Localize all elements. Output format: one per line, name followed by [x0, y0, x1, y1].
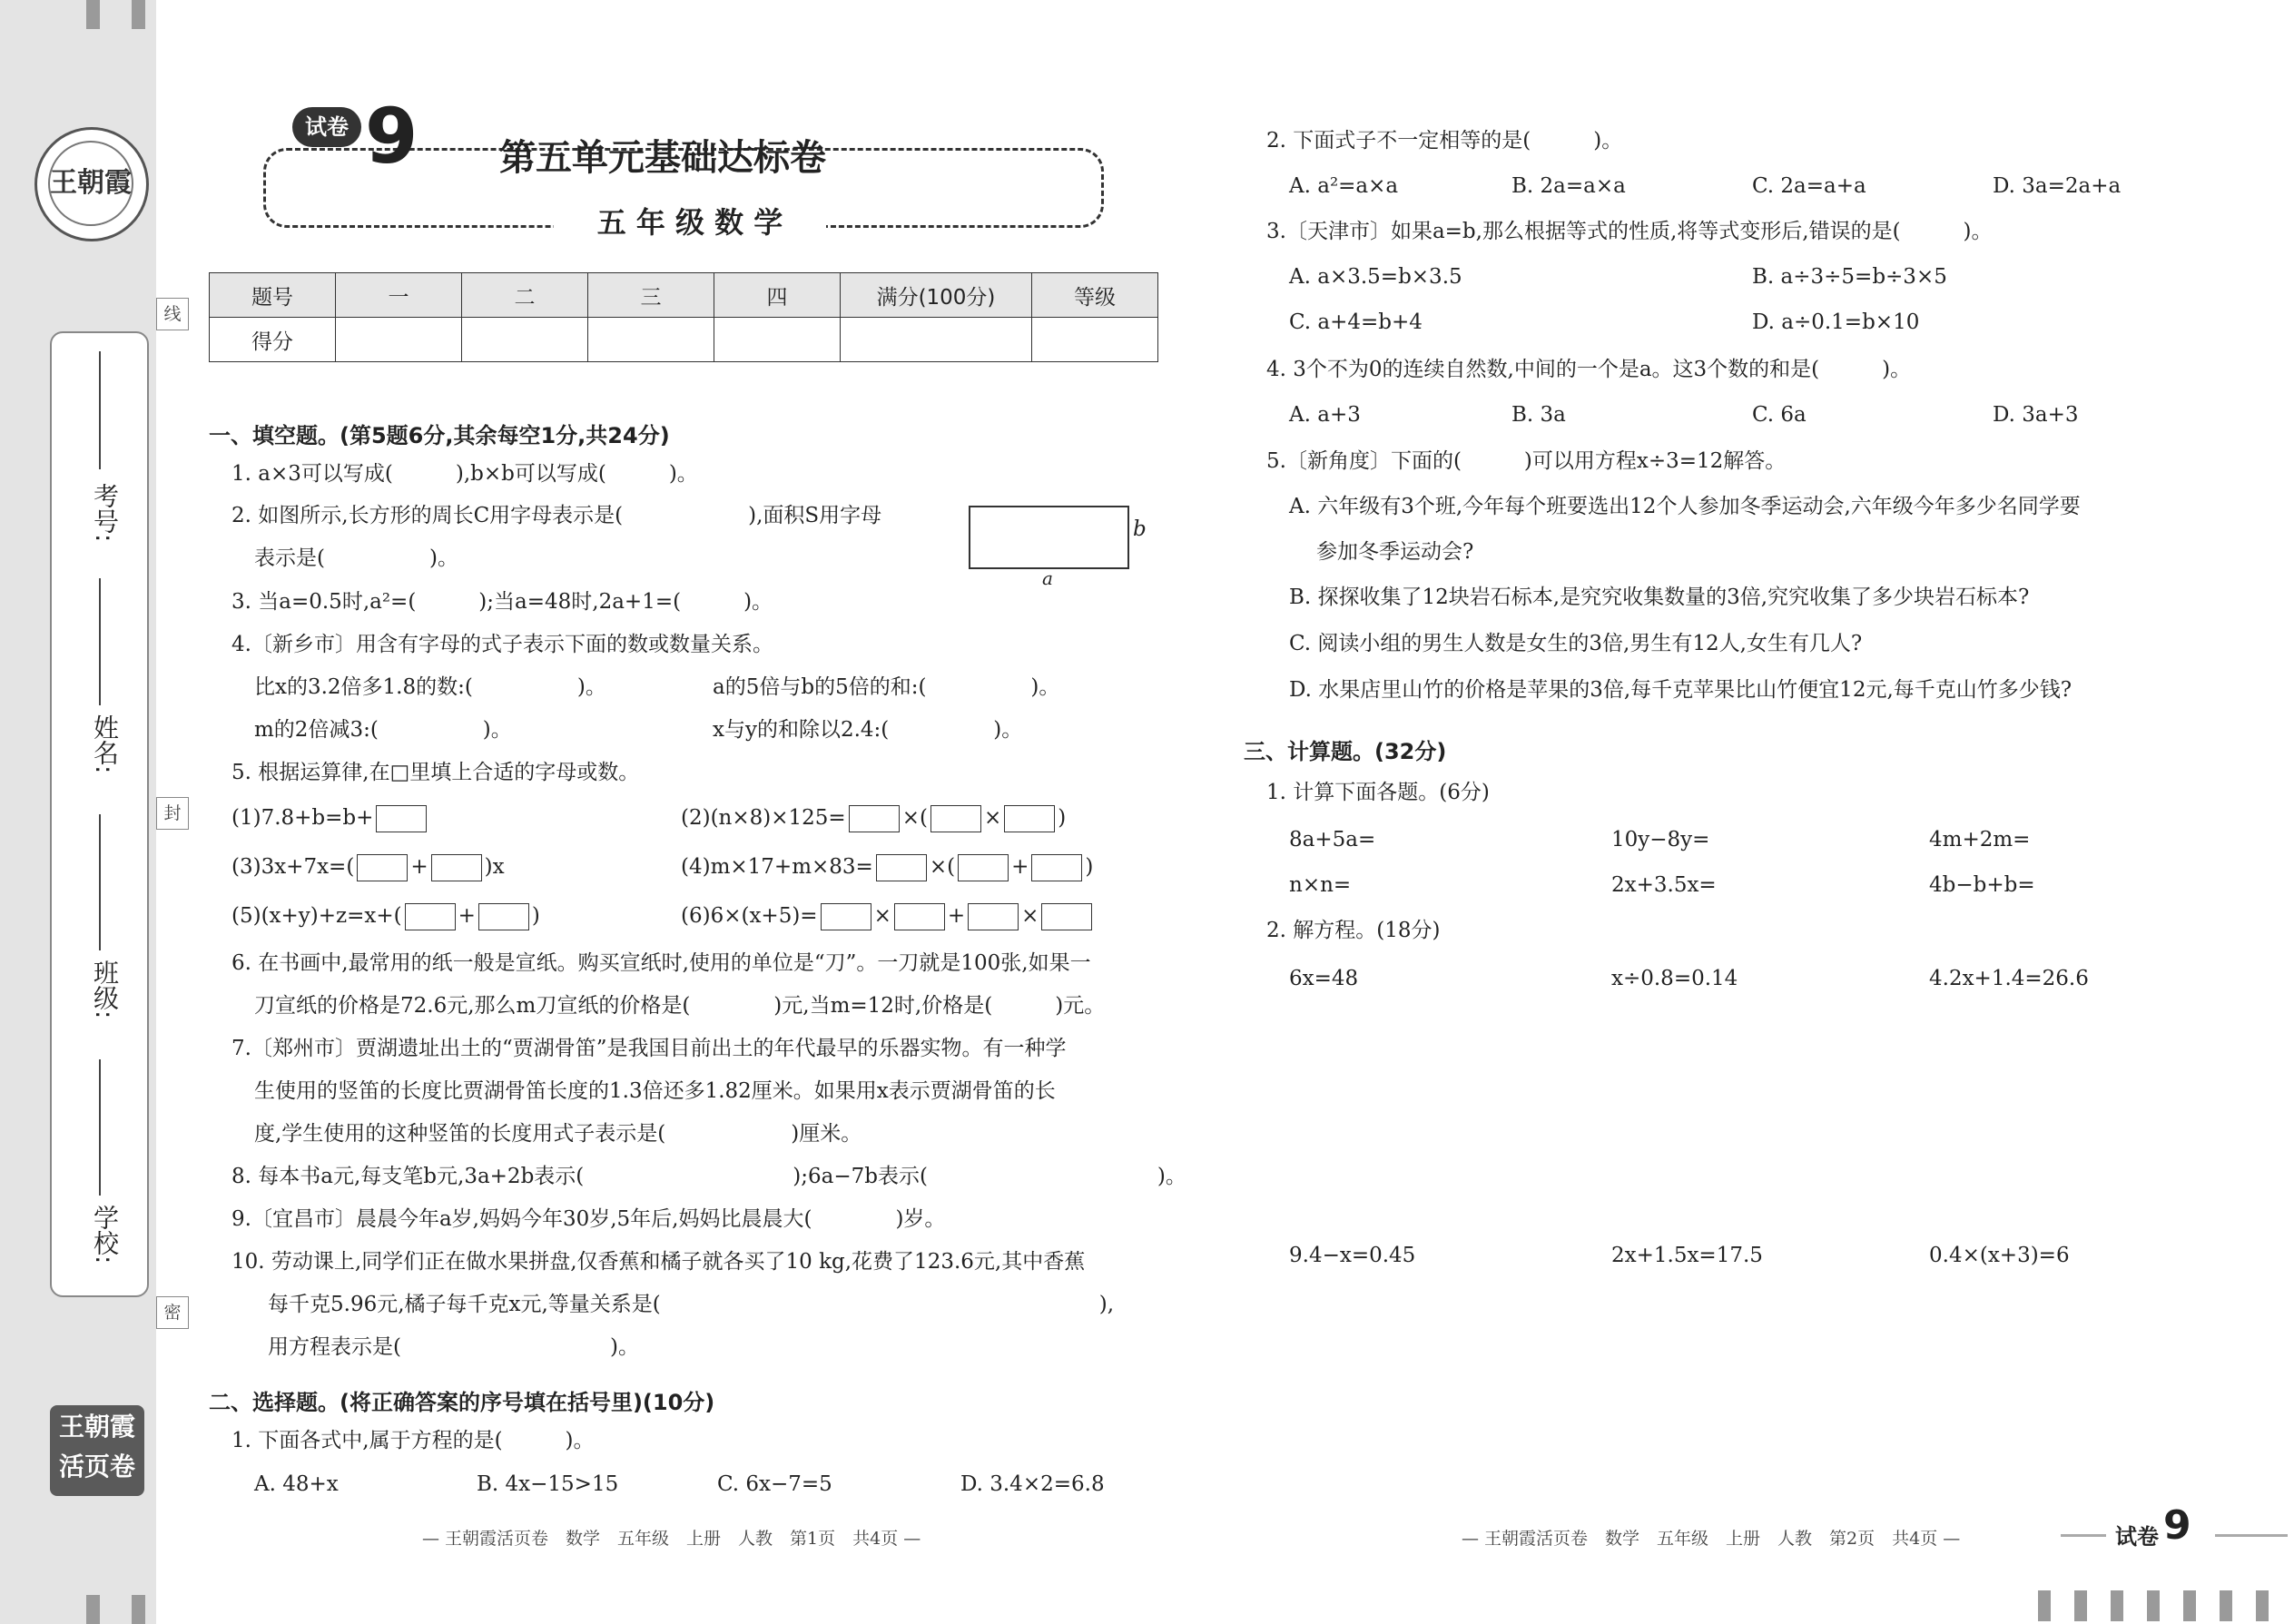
answer-box[interactable] — [876, 854, 927, 881]
score-cell[interactable] — [336, 318, 462, 362]
calc-item: n×n= — [1289, 873, 1352, 897]
option: B. 探探收集了12块岩石标本,是究究收集数量的3倍,究究收集了多少块岩石标本? — [1289, 586, 2030, 609]
option: D. 3.4×2=6.8 — [960, 1472, 1105, 1496]
section-title: 二、选择题。(将正确答案的序号填在括号里)(10分) — [209, 1390, 715, 1415]
option: A. 六年级有3个班,今年每个班要选出12个人参加冬季运动会,六年级今年多少名同学要 — [1289, 495, 2081, 518]
margin-bar — [2256, 1590, 2269, 1621]
table-header-cell: 满分(100分) — [841, 273, 1032, 318]
q5-part — [681, 804, 1066, 832]
calc-item: 8a+5a= — [1289, 828, 1376, 851]
answer-box[interactable] — [821, 903, 871, 930]
brand-stamp — [50, 1405, 144, 1496]
calc-item: 4m+2m= — [1929, 828, 2031, 851]
option: B. 3a — [1511, 403, 1566, 427]
question-line: 3. 当a=0.5时,a²=( );当a=48时,2a+1=( )。 — [231, 590, 773, 614]
q5-part — [681, 853, 1093, 881]
answer-box[interactable] — [357, 854, 408, 881]
score-cell[interactable] — [1032, 318, 1158, 362]
table-header-cell: 等级 — [1032, 273, 1158, 318]
class-line[interactable] — [99, 814, 101, 950]
table-header-cell: 一 — [336, 273, 462, 318]
question-stem: 1. 计算下面各题。(6分) — [1266, 781, 1490, 804]
question-stem: 3.〔天津市〕如果a=b,那么根据等式的性质,将等式变形后,错误的是( )。 — [1266, 220, 1993, 243]
q5-text: (1)7.8+b=b+ — [231, 806, 374, 830]
option: 参加冬季运动会? — [1316, 540, 1474, 564]
equation-item: 0.4×(x+3)=6 — [1929, 1244, 2070, 1267]
page-footer: — 王朝霞活页卷 数学 五年级 上册 人教 第2页 共4页 — — [1462, 1529, 1961, 1549]
equation-item: 4.2x+1.4=26.6 — [1929, 967, 2089, 990]
score-cell[interactable] — [462, 318, 588, 362]
q5-part — [231, 853, 505, 881]
answer-box[interactable] — [431, 854, 482, 881]
q5-text: (5)(x+y)+z=x+( — [231, 904, 402, 928]
score-cell[interactable] — [588, 318, 714, 362]
table-header-cell: 题号 — [210, 273, 336, 318]
q5-text: ×( — [929, 855, 956, 879]
seal-char: 线 — [156, 298, 189, 330]
exam-number-line[interactable] — [99, 351, 101, 469]
footer-badge-word: 试卷 — [2115, 1524, 2159, 1550]
rect-label-a: a — [1042, 567, 1053, 589]
question-line: a的5倍与b的5倍的和:( )。 — [713, 675, 1060, 699]
q5-text: × — [1021, 904, 1039, 928]
q5-text: (4)m×17+m×83= — [681, 855, 873, 879]
margin-bar — [2147, 1590, 2160, 1621]
margin-bar — [86, 0, 100, 29]
option: D. 水果店里山竹的价格是苹果的3倍,每千克苹果比山竹便宜12元,每千克山竹多少钱? — [1289, 678, 2072, 702]
margin-bar — [2038, 1590, 2051, 1621]
name-line[interactable] — [99, 578, 101, 705]
question-line: 比x的3.2倍多1.8的数:( )。 — [254, 675, 606, 699]
option: D. 3a+3 — [1993, 403, 2079, 427]
logo-text: 王朝霞 — [48, 141, 133, 226]
q5-text: )x — [484, 855, 505, 879]
answer-box[interactable] — [376, 805, 427, 832]
option: D. a÷0.1=b×10 — [1752, 310, 1920, 334]
question-line: 8. 每本书a元,每支笔b元,3a+2b表示( );6a−7b表示( )。 — [231, 1165, 1186, 1188]
wave-decoration — [2215, 1534, 2288, 1537]
q5-text: + — [458, 904, 476, 928]
rect-label-b: b — [1133, 517, 1147, 541]
calc-item: 4b−b+b= — [1929, 873, 2035, 897]
table-header-cell: 三 — [588, 273, 714, 318]
q5-text: ) — [1058, 806, 1067, 830]
section-title: 一、填空题。(第5题6分,其余每空1分,共24分) — [209, 423, 670, 448]
answer-box[interactable] — [958, 854, 1009, 881]
question-stem: 2. 下面式子不一定相等的是( )。 — [1266, 129, 1623, 153]
q5-part — [231, 902, 540, 930]
seal-char: 密 — [156, 1296, 189, 1329]
section-title: 三、计算题。(32分) — [1244, 739, 1447, 764]
margin-bar — [2074, 1590, 2087, 1621]
calc-item: 2x+3.5x= — [1611, 873, 1717, 897]
q5-text: ×( — [901, 806, 928, 830]
calc-item: 10y−8y= — [1611, 828, 1710, 851]
student-info-box — [50, 331, 149, 1297]
q5-text: + — [410, 855, 428, 879]
name-label: 姓名: — [90, 714, 120, 774]
rectangle-figure — [969, 506, 1129, 569]
option: C. 阅读小组的男生人数是女生的3倍,男生有12人,女生有几人? — [1289, 632, 1863, 655]
footer-badge-number: 9 — [2163, 1502, 2191, 1549]
wave-decoration — [2061, 1534, 2106, 1537]
option: C. 6a — [1752, 403, 1807, 427]
margin-bar — [2111, 1590, 2123, 1621]
answer-box[interactable] — [930, 805, 981, 832]
question-line: 1. a×3可以写成( ),b×b可以写成( )。 — [231, 462, 698, 486]
question-line: m的2倍减3:( )。 — [254, 718, 512, 742]
answer-box[interactable] — [478, 903, 529, 930]
option: B. 4x−15>15 — [477, 1472, 619, 1496]
q5-part — [231, 804, 429, 832]
q5-text: × — [873, 904, 891, 928]
question-stem: 2. 解方程。(18分) — [1266, 919, 1441, 942]
margin-bar — [132, 1595, 145, 1624]
answer-box[interactable] — [849, 805, 900, 832]
question-line: 刀宣纸的价格是72.6元,那么m刀宣纸的价格是( )元,当m=12时,价格是( )元。 — [254, 994, 1106, 1018]
exam-number-label: 考号: — [90, 483, 120, 543]
question-line: 4.〔新乡市〕用含有字母的式子表示下面的数或数量关系。 — [231, 633, 773, 656]
question-stem: 4. 3个不为0的连续自然数,中间的一个是a。这3个数的和是( )。 — [1266, 358, 1912, 381]
score-cell[interactable] — [714, 318, 841, 362]
question-line: 7.〔郑州市〕贾湖遗址出土的“贾湖骨笛”是我国目前出土的年代最早的乐器实物。有一种学 — [231, 1037, 1067, 1060]
answer-box[interactable] — [968, 903, 1019, 930]
option: B. a÷3÷5=b÷3×5 — [1752, 265, 1947, 289]
exam-number: 9 — [365, 92, 418, 181]
table-header-cell: 二 — [462, 273, 588, 318]
stamp-line: 王朝霞 — [58, 1412, 135, 1442]
margin-bar — [2183, 1590, 2196, 1621]
margin-bar — [86, 1595, 100, 1624]
margin-bar — [2220, 1590, 2232, 1621]
q5-text: (6)6×(x+5)= — [681, 904, 818, 928]
question-line: x与y的和除以2.4:( )。 — [713, 718, 1023, 742]
question-line: 9.〔宜昌市〕晨晨今年a岁,妈妈今年30岁,5年后,妈妈比晨晨大( )岁。 — [231, 1207, 946, 1231]
option: A. a²=a×a — [1289, 174, 1399, 198]
question-stem: 1. 下面各式中,属于方程的是( )。 — [231, 1429, 595, 1452]
option: D. 3a=2a+a — [1993, 174, 2122, 198]
question-line: 用方程表示是( )。 — [268, 1335, 639, 1359]
equation-item: 2x+1.5x=17.5 — [1611, 1244, 1763, 1267]
class-label: 班级: — [90, 960, 120, 1019]
answer-box[interactable] — [1031, 854, 1082, 881]
option: C. a+4=b+4 — [1289, 310, 1423, 334]
table-header-cell: 四 — [714, 273, 841, 318]
page-title: 第五单元基础达标卷 — [499, 137, 826, 179]
question-line: 度,学生使用的这种竖笛的长度用式子表示是( )厘米。 — [254, 1122, 862, 1146]
question-line: 表示是( )。 — [254, 546, 458, 570]
q5-text: × — [983, 806, 1002, 830]
option: B. 2a=a×a — [1511, 174, 1626, 198]
school-label: 学校: — [90, 1205, 120, 1265]
table-row-label: 得分 — [210, 318, 336, 362]
question-line: 6. 在书画中,最常用的纸一般是宣纸。购买宣纸时,使用的单位是“刀”。一刀就是100张,如果一 — [231, 951, 1091, 975]
stamp-line: 活页卷 — [58, 1452, 135, 1481]
question-line: 5. 根据运算律,在□里填上合适的字母或数。 — [231, 761, 640, 784]
margin-bar — [132, 0, 145, 29]
seal-char: 封 — [156, 797, 189, 830]
exam-badge: 试卷 — [292, 107, 361, 147]
option: C. 2a=a+a — [1752, 174, 1866, 198]
option: A. a×3.5=b×3.5 — [1289, 265, 1462, 289]
option: A. 48+x — [254, 1472, 339, 1496]
q5-text: (2)(n×8)×125= — [681, 806, 846, 830]
question-line: 10. 劳动课上,同学们正在做水果拼盘,仅香蕉和橘子就各买了10 kg,花费了123.6元,其中香蕉 — [231, 1250, 1086, 1274]
question-line: 生使用的竖笛的长度比贾湖骨笛长度的1.3倍还多1.82厘米。如果用x表示贾湖骨笛的长 — [254, 1079, 1056, 1103]
q5-text: ) — [1085, 855, 1094, 879]
question-line: 每千克5.96元,橘子每千克x元,等量关系是( ), — [268, 1293, 1115, 1316]
school-line[interactable] — [99, 1059, 101, 1196]
equation-item: 6x=48 — [1289, 967, 1359, 990]
q5-text: (3)3x+7x=( — [231, 855, 355, 879]
answer-box[interactable] — [894, 903, 945, 930]
option: C. 6x−7=5 — [717, 1472, 832, 1496]
answer-box[interactable] — [1041, 903, 1092, 930]
q5-text: ) — [531, 904, 540, 928]
question-stem: 5.〔新角度〕下面的( )可以用方程x÷3=12解答。 — [1266, 449, 1787, 473]
score-table — [209, 272, 1158, 362]
page-footer: — 王朝霞活页卷 数学 五年级 上册 人教 第1页 共4页 — — [422, 1529, 921, 1549]
q5-part — [681, 902, 1095, 930]
question-line: 2. 如图所示,长方形的周长C用字母表示是( ),面积S用字母 — [231, 504, 882, 527]
publisher-logo — [34, 127, 149, 241]
answer-box[interactable] — [405, 903, 456, 930]
answer-box[interactable] — [1004, 805, 1055, 832]
subtitle: 五 年 级 数 学 — [554, 202, 826, 243]
equation-item: x÷0.8=0.14 — [1611, 967, 1738, 990]
q5-text: + — [1011, 855, 1029, 879]
equation-item: 9.4−x=0.45 — [1289, 1244, 1416, 1267]
q5-text: + — [947, 904, 966, 928]
option: A. a+3 — [1289, 403, 1361, 427]
score-cell[interactable] — [841, 318, 1032, 362]
